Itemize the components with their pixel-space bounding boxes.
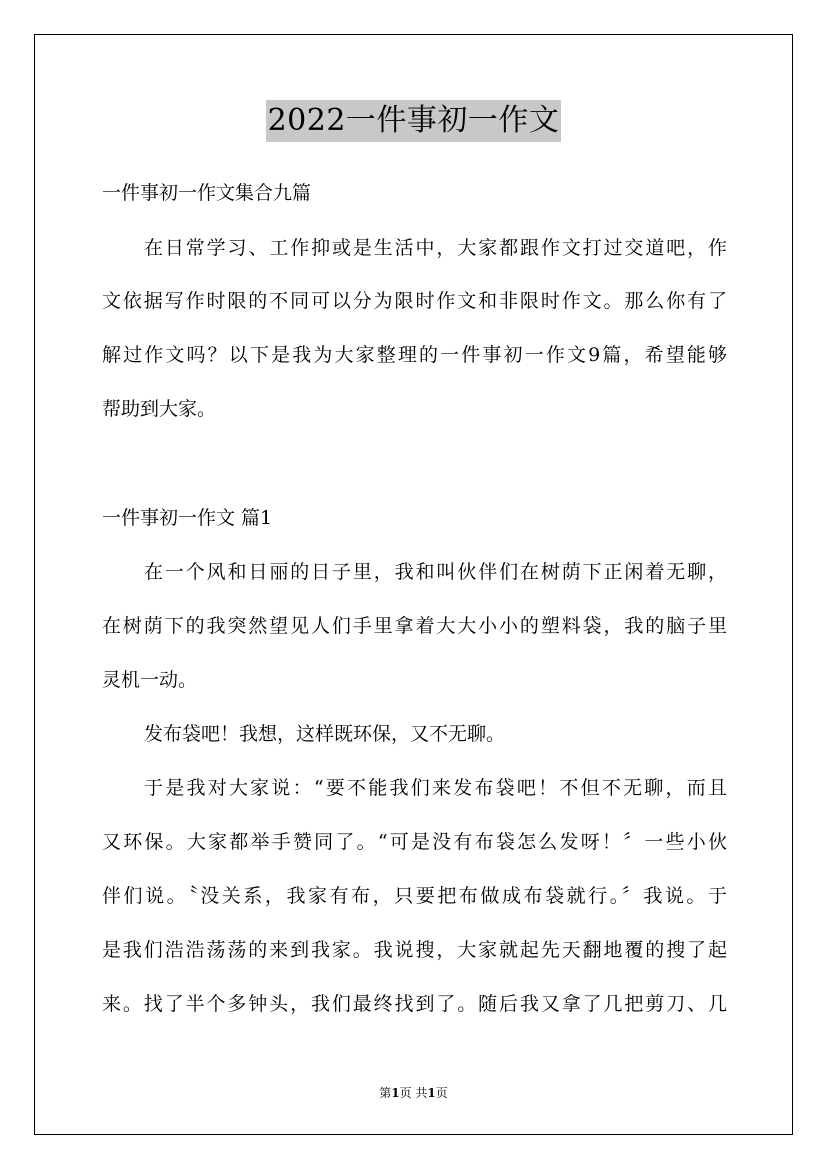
page-suffix: 页 共	[399, 1086, 428, 1100]
body-line: 在一个风和日丽的日子里，我和叫伙伴们在树荫下正闲着无聊，	[144, 561, 727, 583]
section-heading: 一件事初一作文 篇1	[102, 507, 273, 529]
intro-line: 在日常学习、工作抑或是生活中，大家都跟作文打过交道吧，作	[144, 237, 727, 259]
body-line: 灵机一动。	[102, 669, 198, 691]
body-line: 发布袋吧！我想，这样既环保，又不无聊。	[144, 723, 506, 745]
body-line: 在树荫下的我突然望见人们手里拿着大大小小的塑料袋，我的脑子里	[102, 615, 727, 637]
body-line: 是我们浩浩荡荡的来到我家。我说搜，大家就起先天翻地覆的搜了起	[102, 939, 727, 961]
page-prefix: 第	[379, 1086, 392, 1100]
total-suffix: 页	[435, 1086, 448, 1100]
body-line: 伴们说。〝没关系，我家有布，只要把布做成布袋就行。〞我说。于	[102, 885, 727, 907]
intro-line: 帮助到大家。	[102, 398, 217, 420]
intro-line: 解过作文吗？以下是我为大家整理的一件事初一作文9篇，希望能够	[102, 344, 727, 366]
body-line: 又环保。大家都举手赞同了。“可是没有布袋怎么发呀！〞一些小伙	[102, 831, 727, 853]
page-footer	[0, 1085, 827, 1101]
page-number: 1	[391, 1086, 400, 1100]
document-subtitle: 一件事初一作文集合九篇	[102, 182, 312, 204]
intro-line: 文依据写作时限的不同可以分为限时作文和非限时作文。那么你有了	[102, 290, 727, 312]
body-line: 来。找了半个多钟头，我们最终找到了。随后我又拿了几把剪刀、几	[102, 993, 727, 1015]
total-pages: 1	[427, 1086, 436, 1100]
body-line: 于是我对大家说：“要不能我们来发布袋吧！不但不无聊，而且	[144, 777, 727, 799]
document-title: 2022一件事初一作文	[266, 100, 562, 142]
